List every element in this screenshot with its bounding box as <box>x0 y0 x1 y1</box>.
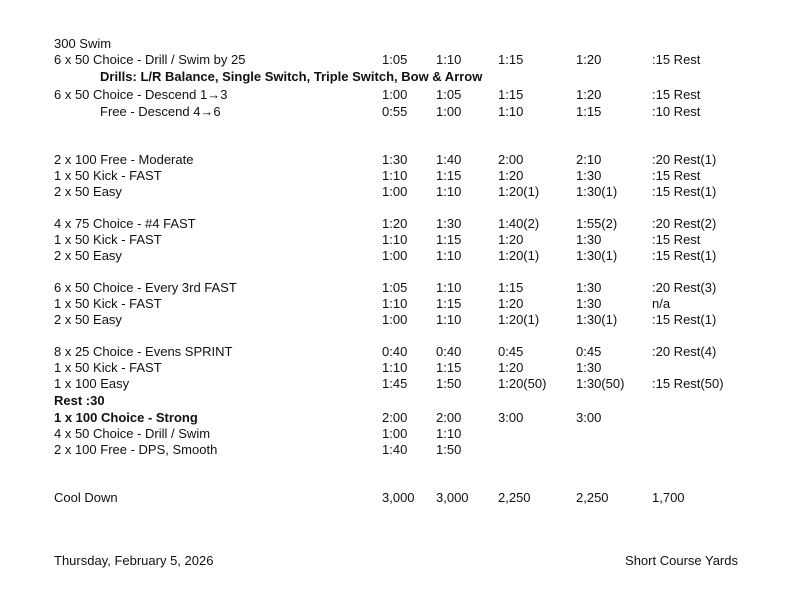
interval-col-1: 0:40 <box>382 344 408 359</box>
total-yards-col-4: 2,250 <box>576 490 609 505</box>
interval-col-2: 1:40 <box>436 152 462 167</box>
interval-col-3: 1:40(2) <box>498 216 540 231</box>
interval-col-2: 1:30 <box>436 216 462 231</box>
drills-note: Drills: L/R Balance, Single Switch, Triple Switch, Bow & Arrow <box>100 69 483 84</box>
interval-col-4: 1:30(50) <box>576 376 625 391</box>
total-yards-col-1: 3,000 <box>382 490 415 505</box>
interval-col-3: 1:20(50) <box>498 376 547 391</box>
interval-col-1: 1:00 <box>382 426 408 441</box>
interval-col-4: 1:30(1) <box>576 248 618 263</box>
row-description: 1 x 100 Choice - Strong <box>54 410 198 425</box>
interval-col-4: 1:30(1) <box>576 312 618 327</box>
interval-col-4: 1:20 <box>576 87 602 102</box>
interval-col-2: 1:15 <box>436 232 462 247</box>
interval-col-2: 1:15 <box>436 168 462 183</box>
interval-col-1: 2:00 <box>382 410 408 425</box>
interval-col-4: 3:00 <box>576 410 602 425</box>
interval-col-3: 1:10 <box>498 104 524 119</box>
row-description: 2 x 100 Free - Moderate <box>54 152 194 167</box>
interval-col-3: 1:15 <box>498 52 524 67</box>
interval-col-3: 1:20 <box>498 360 524 375</box>
rest-col: :20 Rest(4) <box>652 344 717 359</box>
row-description: 2 x 50 Easy <box>54 248 122 263</box>
interval-col-4: 1:30 <box>576 296 602 311</box>
rest-col: :20 Rest(1) <box>652 152 717 167</box>
interval-col-3: 2:00 <box>498 152 524 167</box>
interval-col-1: 1:10 <box>382 296 408 311</box>
row-description: 6 x 50 Choice - Every 3rd FAST <box>54 280 237 295</box>
interval-col-1: 0:55 <box>382 104 408 119</box>
interval-col-4: 1:20 <box>576 52 602 67</box>
interval-col-2: 1:10 <box>436 248 462 263</box>
interval-col-4: 1:30 <box>576 280 602 295</box>
rest-col: :10 Rest <box>652 104 701 119</box>
interval-col-2: 2:00 <box>436 410 462 425</box>
interval-col-1: 1:00 <box>382 184 408 199</box>
interval-col-4: 1:55(2) <box>576 216 618 231</box>
interval-col-3: 1:20(1) <box>498 312 540 327</box>
interval-col-4: 1:15 <box>576 104 602 119</box>
row-description: 2 x 50 Easy <box>54 184 122 199</box>
rest-break: Rest :30 <box>54 393 105 408</box>
interval-col-1: 1:45 <box>382 376 408 391</box>
interval-col-1: 1:00 <box>382 248 408 263</box>
interval-col-1: 1:00 <box>382 312 408 327</box>
rest-col: :15 Rest(1) <box>652 248 717 263</box>
interval-col-2: 1:10 <box>436 426 462 441</box>
rest-col: :15 Rest <box>652 52 701 67</box>
interval-col-1: 1:40 <box>382 442 408 457</box>
row-description: 300 Swim <box>54 36 112 51</box>
rest-col: :20 Rest(3) <box>652 280 717 295</box>
row-description: 1 x 50 Kick - FAST <box>54 360 162 375</box>
row-description: 6 x 50 Choice - Drill / Swim by 25 <box>54 52 246 67</box>
interval-col-4: 1:30(1) <box>576 184 618 199</box>
interval-col-1: 1:10 <box>382 168 408 183</box>
interval-col-3: 3:00 <box>498 410 524 425</box>
row-description: 1 x 100 Easy <box>54 376 130 391</box>
interval-col-2: 1:50 <box>436 442 462 457</box>
interval-col-2: 1:10 <box>436 312 462 327</box>
total-yards-col-3: 2,250 <box>498 490 531 505</box>
interval-col-4: 0:45 <box>576 344 602 359</box>
row-description: Free - Descend 4→6 <box>100 104 221 119</box>
interval-col-3: 1:20(1) <box>498 248 540 263</box>
interval-col-1: 1:10 <box>382 360 408 375</box>
interval-col-4: 2:10 <box>576 152 602 167</box>
interval-col-1: 1:05 <box>382 52 408 67</box>
interval-col-4: 1:30 <box>576 232 602 247</box>
rest-col: :15 Rest <box>652 168 701 183</box>
interval-col-4: 1:30 <box>576 360 602 375</box>
rest-col: :20 Rest(2) <box>652 216 717 231</box>
interval-col-3: 1:20 <box>498 296 524 311</box>
interval-col-1: 1:10 <box>382 232 408 247</box>
interval-col-1: 1:05 <box>382 280 408 295</box>
interval-col-2: 1:50 <box>436 376 462 391</box>
rest-col: :15 Rest(1) <box>652 312 717 327</box>
row-description: 8 x 25 Choice - Evens SPRINT <box>54 344 233 359</box>
rest-col: :15 Rest <box>652 232 701 247</box>
rest-col: n/a <box>652 296 671 311</box>
row-description: 4 x 75 Choice - #4 FAST <box>54 216 196 231</box>
row-description: 1 x 50 Kick - FAST <box>54 168 162 183</box>
interval-col-2: 1:15 <box>436 296 462 311</box>
interval-col-4: 1:30 <box>576 168 602 183</box>
footer-date: Thursday, February 5, 2026 <box>54 553 214 568</box>
rest-col: :15 Rest <box>652 87 701 102</box>
interval-col-1: 1:20 <box>382 216 408 231</box>
interval-col-3: 1:20 <box>498 232 524 247</box>
interval-col-2: 1:00 <box>436 104 462 119</box>
row-description: 6 x 50 Choice - Descend 1→3 <box>54 87 228 102</box>
interval-col-3: 1:15 <box>498 87 524 102</box>
interval-col-2: 1:05 <box>436 87 462 102</box>
interval-col-3: 1:20 <box>498 168 524 183</box>
row-description: 2 x 50 Easy <box>54 312 122 327</box>
row-description: 2 x 100 Free - DPS, Smooth <box>54 442 218 457</box>
row-description: 1 x 50 Kick - FAST <box>54 232 162 247</box>
interval-col-2: 1:10 <box>436 280 462 295</box>
row-description: 1 x 50 Kick - FAST <box>54 296 162 311</box>
footer-course: Short Course Yards <box>625 553 738 568</box>
total-yards-col-5: 1,700 <box>652 490 685 505</box>
interval-col-3: 1:20(1) <box>498 184 540 199</box>
total-yards-col-2: 3,000 <box>436 490 469 505</box>
interval-col-2: 1:15 <box>436 360 462 375</box>
interval-col-2: 1:10 <box>436 184 462 199</box>
interval-col-2: 1:10 <box>436 52 462 67</box>
interval-col-1: 1:00 <box>382 87 408 102</box>
row-description: 4 x 50 Choice - Drill / Swim <box>54 426 211 441</box>
rest-col: :15 Rest(1) <box>652 184 717 199</box>
interval-col-3: 0:45 <box>498 344 524 359</box>
interval-col-3: 1:15 <box>498 280 524 295</box>
rest-col: :15 Rest(50) <box>652 376 724 391</box>
interval-col-1: 1:30 <box>382 152 408 167</box>
interval-col-2: 0:40 <box>436 344 462 359</box>
row-description: Cool Down <box>54 490 118 505</box>
